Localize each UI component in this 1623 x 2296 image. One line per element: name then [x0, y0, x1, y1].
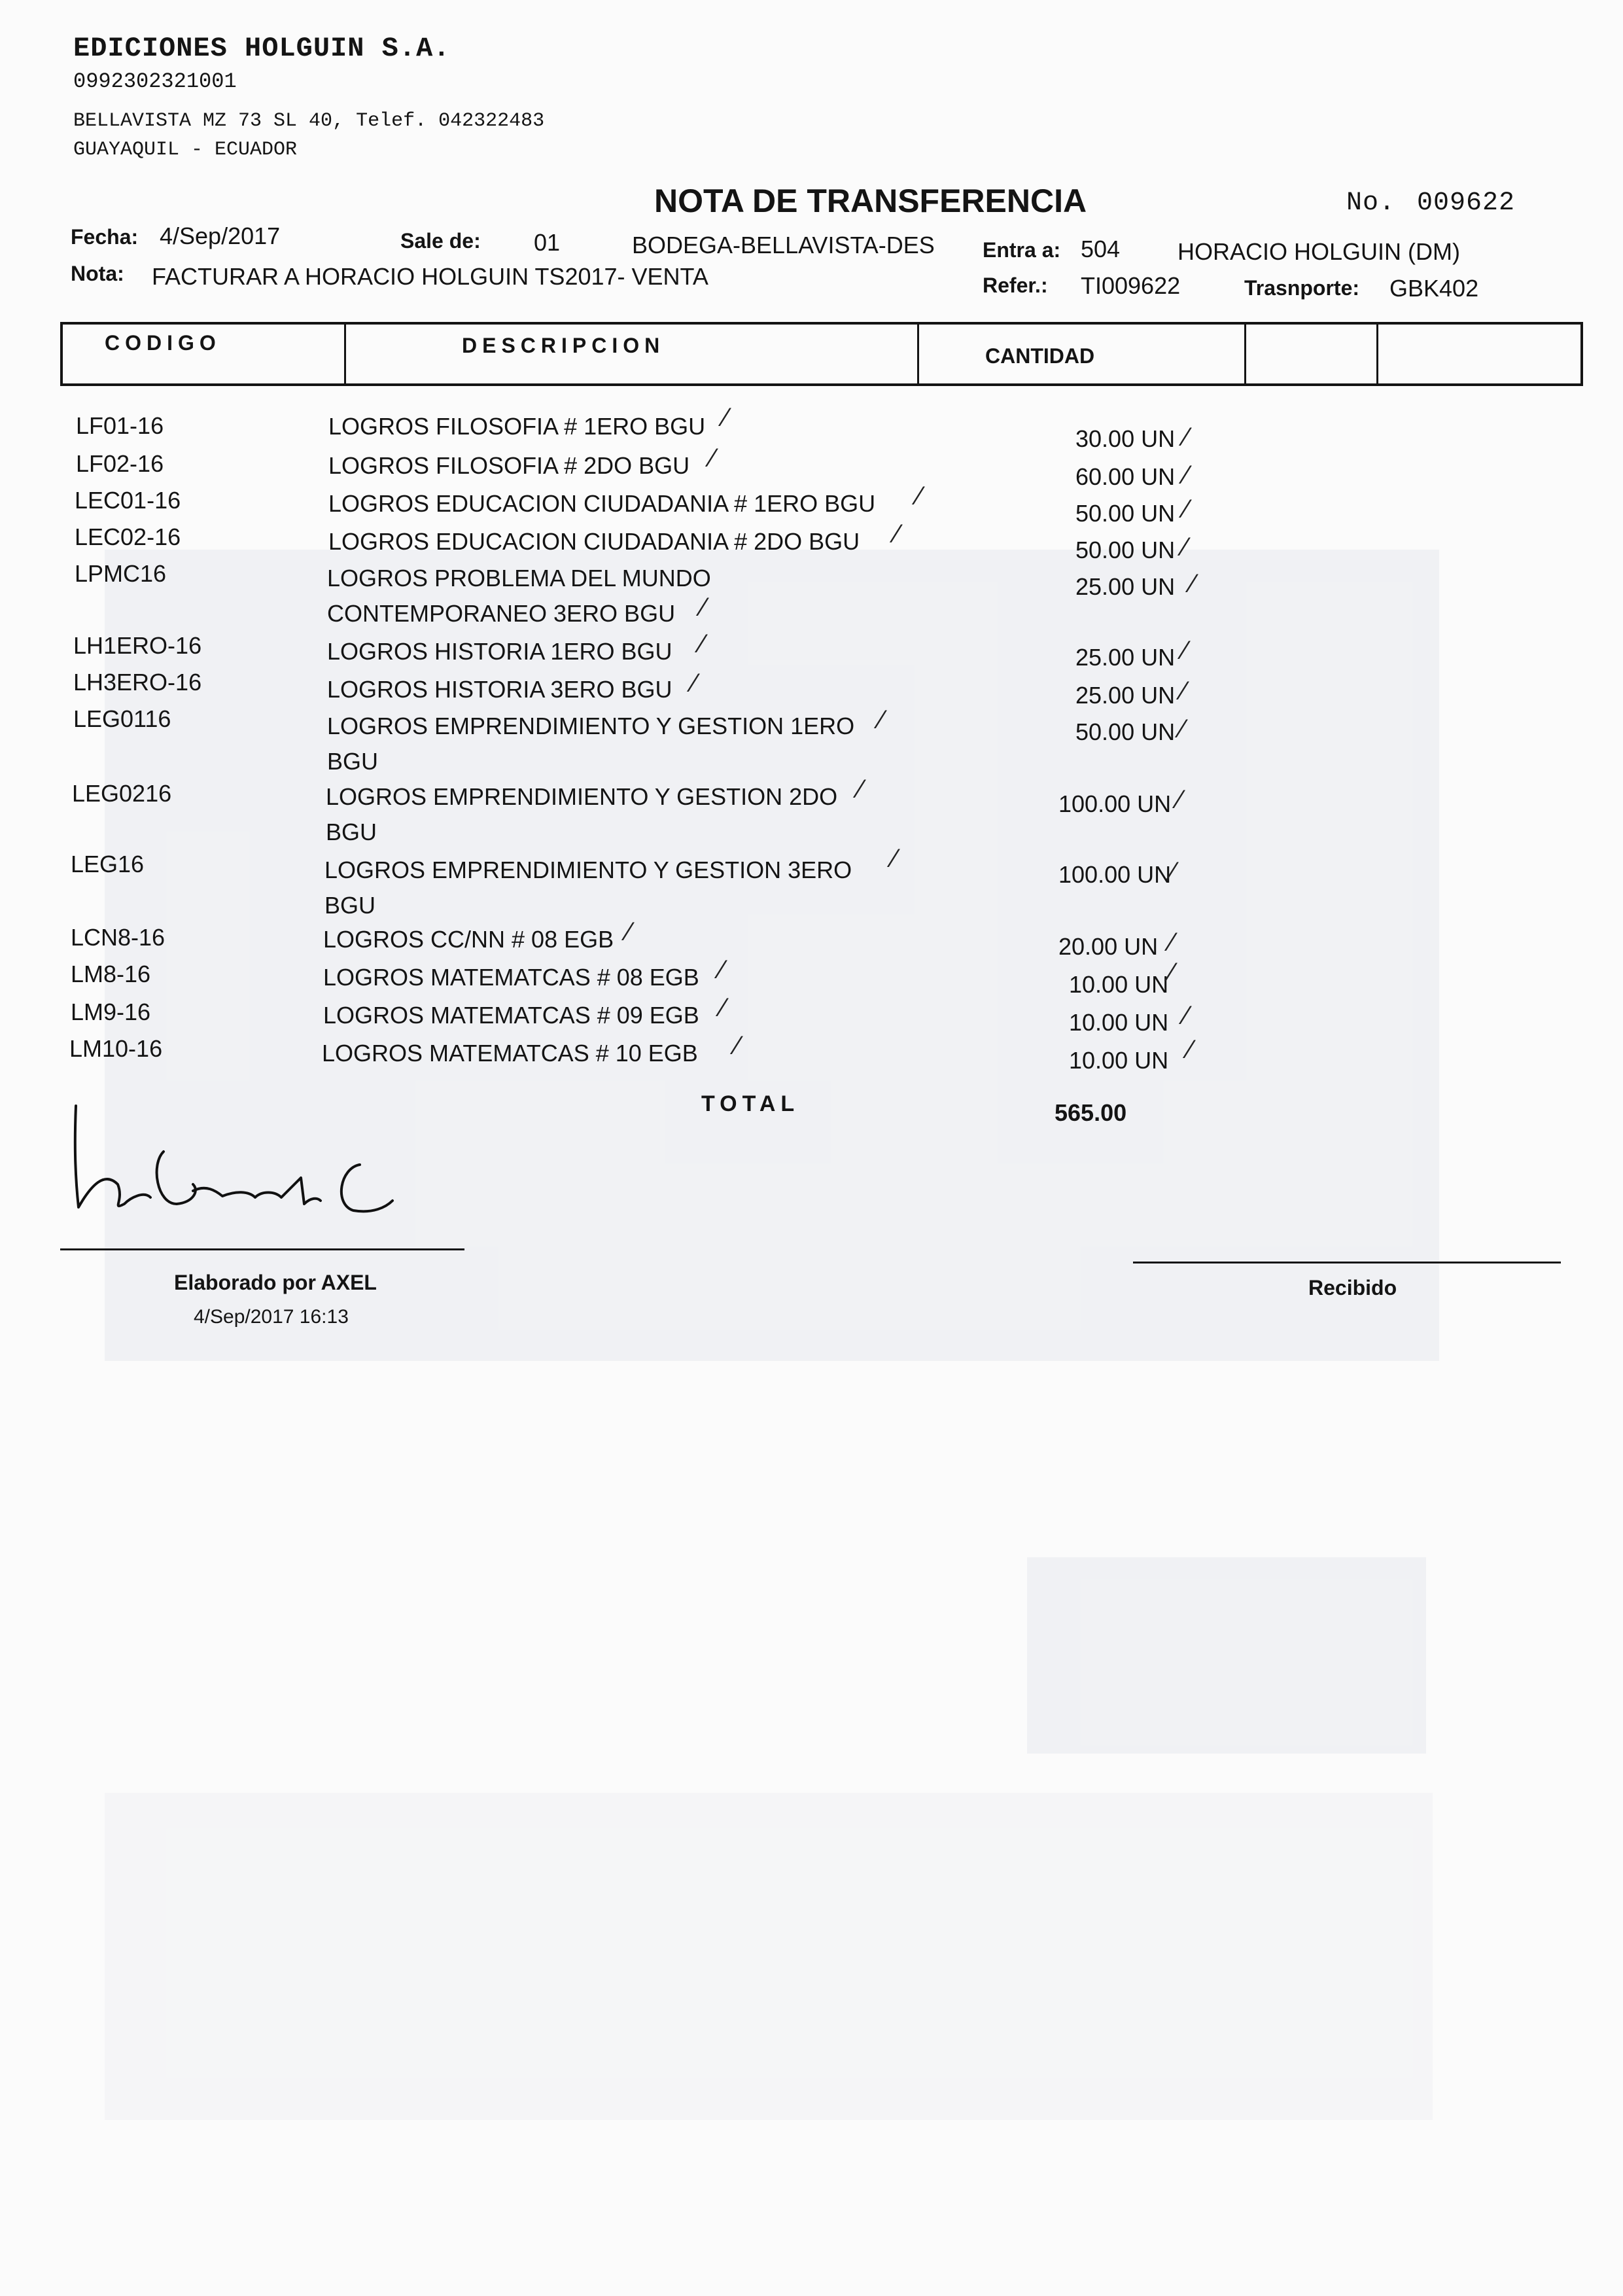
sale-de-name: BODEGA-BELLAVISTA-DES	[632, 232, 935, 258]
check-mark-icon: ⁄	[917, 482, 922, 510]
entra-a-name: HORACIO HOLGUIN (DM)	[1178, 238, 1460, 265]
item-description: LOGROS FILOSOFIA # 1ERO BGU	[328, 413, 706, 440]
signature-line-elaborado	[60, 1248, 464, 1250]
check-mark-icon: ⁄	[858, 775, 863, 804]
item-code: LH1ERO-16	[73, 632, 202, 659]
signature-line-recibido	[1133, 1262, 1561, 1263]
item-code: LM9-16	[71, 998, 151, 1025]
recibido-label: Recibido	[1308, 1276, 1397, 1299]
transporte-value: GBK402	[1389, 275, 1479, 302]
item-description: LOGROS HISTORIA 3ERO BGU	[327, 676, 672, 703]
item-quantity: 20.00 UN	[1058, 933, 1159, 960]
item-description: LOGROS MATEMATCAS # 09 EGB	[323, 1002, 699, 1029]
total-label: TOTAL	[701, 1091, 800, 1116]
item-description: LOGROS EDUCACION CIUDADANIA # 2DO BGU	[328, 528, 860, 555]
document-title: NOTA DE TRANSFERENCIA	[654, 183, 1087, 219]
item-code: LEG0116	[73, 705, 171, 732]
show-through-shading	[105, 1793, 1433, 2120]
column-divider	[1376, 325, 1378, 383]
item-code: LEG0216	[72, 780, 172, 807]
item-quantity: 50.00 UN	[1075, 500, 1176, 527]
company-address: BELLAVISTA MZ 73 SL 40, Telef. 042322483	[73, 110, 545, 132]
check-mark-icon: ⁄	[1181, 677, 1186, 705]
item-description-line2: BGU	[324, 892, 376, 919]
fecha-value: 4/Sep/2017	[160, 222, 281, 249]
item-code: LEC01-16	[75, 487, 181, 514]
item-code: LM10-16	[69, 1035, 163, 1062]
sale-de-label: Sale de:	[400, 229, 481, 253]
item-quantity: 25.00 UN	[1075, 682, 1176, 709]
item-quantity: 100.00 UN	[1058, 790, 1172, 817]
item-quantity: 60.00 UN	[1075, 463, 1176, 490]
column-divider	[1244, 325, 1246, 383]
item-code: LCN8-16	[71, 924, 166, 951]
elaborado-date: 4/Sep/2017 16:13	[194, 1306, 349, 1328]
item-code: LPMC16	[75, 560, 167, 587]
items-table-header	[60, 322, 1583, 386]
column-divider	[917, 325, 919, 383]
check-mark-icon: ⁄	[879, 705, 884, 734]
check-mark-icon: ⁄	[1184, 461, 1189, 489]
check-mark-icon: ⁄	[895, 520, 899, 548]
check-mark-icon: ⁄	[1170, 928, 1174, 957]
check-mark-icon: ⁄	[627, 917, 631, 946]
check-mark-icon: ⁄	[1191, 569, 1195, 598]
check-mark-icon: ⁄	[1183, 533, 1187, 561]
document-number: 009622	[1417, 188, 1516, 218]
check-mark-icon: ⁄	[701, 593, 706, 622]
item-description-line2: BGU	[327, 748, 379, 775]
check-mark-icon: ⁄	[1170, 958, 1174, 987]
item-description: LOGROS EMPRENDIMIENTO Y GESTION 1ERO	[327, 713, 855, 739]
item-code: LF02-16	[76, 450, 164, 477]
item-description: LOGROS CC/NN # 08 EGB	[323, 926, 614, 953]
check-mark-icon: ⁄	[892, 844, 897, 873]
entra-a-code: 504	[1081, 236, 1121, 262]
item-description-line2: CONTEMPORANEO 3ERO BGU	[327, 600, 676, 627]
check-mark-icon: ⁄	[1184, 423, 1189, 451]
item-code: LEC02-16	[75, 523, 181, 550]
check-mark-icon: ⁄	[1183, 636, 1187, 665]
item-description: LOGROS HISTORIA 1ERO BGU	[327, 638, 672, 665]
item-code: LM8-16	[71, 961, 151, 987]
column-header-codigo: CODIGO	[105, 331, 221, 355]
check-mark-icon: ⁄	[700, 629, 705, 658]
item-quantity: 25.00 UN	[1075, 644, 1176, 671]
check-mark-icon: ⁄	[1184, 495, 1189, 523]
refer-label: Refer.:	[983, 274, 1048, 297]
column-header-cantidad: CANTIDAD	[985, 344, 1095, 368]
item-description: LOGROS MATEMATCAS # 10 EGB	[322, 1040, 698, 1067]
check-mark-icon: ⁄	[1178, 785, 1182, 814]
transporte-label: Trasnporte:	[1244, 276, 1360, 300]
item-code: LEG16	[71, 851, 145, 877]
check-mark-icon: ⁄	[720, 955, 724, 984]
item-code: LF01-16	[76, 412, 164, 439]
item-description: LOGROS EMPRENDIMIENTO Y GESTION 2DO	[326, 783, 838, 810]
item-quantity: 25.00 UN	[1075, 573, 1176, 600]
column-header-descripcion: DESCRIPCION	[462, 334, 665, 357]
item-quantity: 50.00 UN	[1075, 537, 1176, 563]
check-mark-icon: ⁄	[724, 403, 728, 432]
entra-a-label: Entra a:	[983, 238, 1061, 262]
item-description: LOGROS EDUCACION CIUDADANIA # 1ERO BGU	[328, 490, 876, 517]
nota-value: FACTURAR A HORACIO HOLGUIN TS2017- VENTA	[152, 263, 708, 290]
company-ruc: 0992302321001	[73, 69, 237, 94]
sale-de-code: 01	[534, 229, 561, 256]
elaborado-por: Elaborado por AXEL	[174, 1271, 377, 1294]
item-quantity: 100.00 UN	[1058, 861, 1172, 888]
column-divider	[344, 325, 346, 383]
document-number-label: No.	[1346, 188, 1396, 218]
check-mark-icon: ⁄	[735, 1031, 740, 1060]
item-quantity: 10.00 UN	[1069, 971, 1169, 998]
check-mark-icon: ⁄	[692, 669, 697, 698]
item-description: LOGROS FILOSOFIA # 2DO BGU	[328, 452, 690, 479]
item-quantity: 10.00 UN	[1069, 1009, 1169, 1036]
item-quantity: 10.00 UN	[1069, 1047, 1169, 1074]
handwritten-signature	[52, 1093, 419, 1250]
refer-value: TI009622	[1081, 272, 1181, 299]
fecha-label: Fecha:	[71, 225, 139, 249]
nota-label: Nota:	[71, 262, 124, 285]
item-description: LOGROS PROBLEMA DEL MUNDO	[327, 565, 711, 592]
item-code: LH3ERO-16	[73, 669, 202, 696]
item-description: LOGROS EMPRENDIMIENTO Y GESTION 3ERO	[324, 857, 852, 883]
item-description-line2: BGU	[326, 819, 377, 845]
company-name: EDICIONES HOLGUIN S.A.	[73, 33, 451, 64]
check-mark-icon: ⁄	[710, 444, 715, 472]
check-mark-icon: ⁄	[1184, 1001, 1189, 1030]
item-quantity: 50.00 UN	[1075, 718, 1176, 745]
item-quantity: 30.00 UN	[1075, 425, 1176, 452]
total-value: 565.00	[1055, 1099, 1127, 1126]
check-mark-icon: ⁄	[721, 993, 725, 1022]
check-mark-icon: ⁄	[1171, 857, 1176, 886]
show-through-shading	[1027, 1557, 1426, 1754]
check-mark-icon: ⁄	[1188, 1035, 1193, 1064]
company-city: GUAYAQUIL - ECUADOR	[73, 139, 298, 161]
item-description: LOGROS MATEMATCAS # 08 EGB	[323, 964, 699, 991]
check-mark-icon: ⁄	[1180, 715, 1185, 743]
